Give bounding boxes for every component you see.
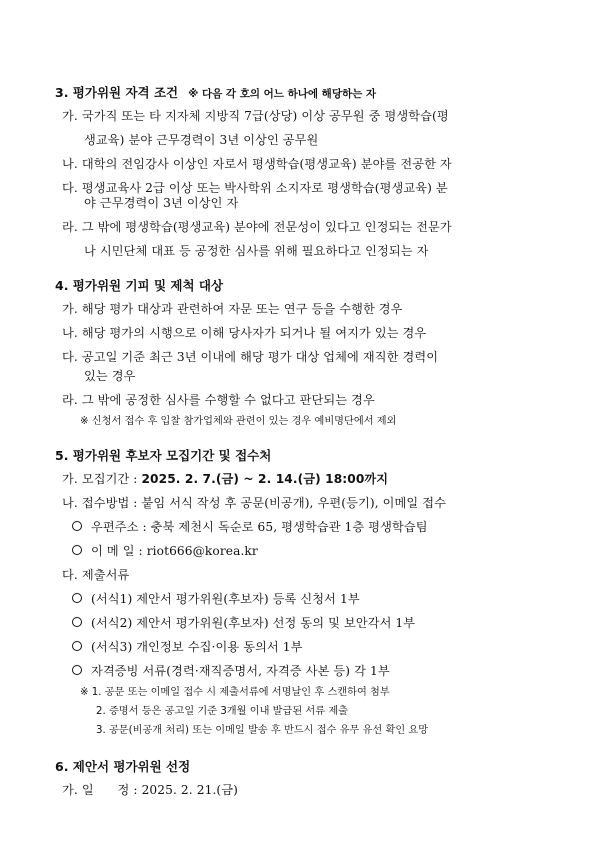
- s4-note: ※ 신청서 접수 후 입찰 참가업체와 관련이 있는 경우 예비명단에서 제외: [80, 416, 397, 427]
- circle-bullet-icon: [72, 617, 82, 627]
- s3-item-ra-line1: 라. 그 밖에 평생학습(평생교육) 분야에 전문성이 있다고 인정되는 전문가: [62, 220, 452, 234]
- s3-item-ra-line2: 나 시민단체 대표 등 공정한 심사를 위해 필요하다고 인정되는 자: [84, 244, 429, 258]
- circle-bullet-icon: [72, 593, 82, 603]
- section-3-heading: 3. 평가위원 자격 조건: [55, 85, 179, 100]
- s5-doc-2: [72, 614, 415, 631]
- s5-item-ga: [62, 470, 388, 487]
- s5-item-da: 다. 제출서류: [62, 568, 130, 582]
- s5-doc-text: 자격증빙 서류(경력·재직증명서, 자격증 사본 등) 각 1부: [91, 664, 390, 678]
- circle-bullet-icon: [72, 521, 82, 531]
- s4-item-na: 나. 해당 평가의 시행으로 이해 당사자가 되거나 될 여지가 있는 경우: [62, 326, 427, 340]
- circle-bullet-icon: [72, 545, 82, 555]
- s5-doc-text: (서식3) 개인정보 수집·이용 동의서 1부: [91, 640, 303, 654]
- s4-item-ga: 가. 해당 평가 대상과 관련하여 자문 또는 연구 등을 수행한 경우: [62, 302, 403, 316]
- s5-note-1: ※ 1. 공문 또는 이메일 접수 시 제출서류에 서명날인 후 스캔하여 첨부: [80, 687, 390, 698]
- s3-item-na: 나. 대학의 전임강사 이상인 자로서 평생학습(평생교육) 분야를 전공한 자: [62, 157, 452, 171]
- section-6-title: 6. 제안서 평가위원 선정: [55, 759, 191, 774]
- s5-note-3: 3. 공문(비공개 처리) 또는 이메일 발송 후 반드시 접수 유무 유선 확인 요망: [96, 725, 429, 736]
- s4-item-da-line2: 있는 경우: [84, 369, 136, 383]
- s5-item-na: 나. 접수방법 : 붙임 서식 작성 후 공문(비공개), 우편(등기), 이메일 접수: [62, 496, 446, 510]
- s5-email-text: 이 메 일 : riot666@korea.kr: [91, 544, 258, 558]
- section-4-title: 4. 평가위원 기피 및 제척 대상: [55, 278, 224, 293]
- s3-item-da-line1: 다. 평생교육사 2급 이상 또는 박사학위 소지자로 평생학습(평생교육) 분: [62, 181, 448, 195]
- s5-post-text: 우편주소 : 충북 제천시 독순로 65, 평생학습관 1층 평생학습팀: [91, 520, 428, 534]
- s3-item-da-line2: 야 근무경력이 3년 이상인 자: [84, 196, 239, 210]
- section-3-title: [55, 83, 376, 101]
- section-5-title: 5. 평가위원 후보자 모집기간 및 접수처: [55, 448, 272, 463]
- s5-note-2: 2. 증명서 등은 공고일 기준 3개월 이내 발급된 서류 제출: [96, 706, 349, 717]
- s5-doc-3: [72, 638, 303, 655]
- s4-item-ra: 라. 그 밖에 공정한 심사를 수행할 수 없다고 판단되는 경우: [62, 393, 375, 407]
- circle-bullet-icon: [72, 641, 82, 651]
- circle-bullet-icon: [72, 665, 82, 675]
- s6-item-ga: 가. 일 정 : 2025. 2. 21.(금): [62, 783, 238, 797]
- s3-item-ga-line1: 가. 국가직 또는 타 지자체 지방직 7급(상당) 이상 공무원 중 평생학습(평: [62, 109, 449, 123]
- s3-item-ga-line2: 생교육) 분야 근무경력이 3년 이상인 공무원: [84, 133, 319, 147]
- s5-period-label: 가. 모집기간 :: [62, 472, 142, 486]
- s5-doc-text: (서식2) 제안서 평가위원(후보자) 선정 동의 및 보안각서 1부: [91, 616, 416, 630]
- s5-doc-1: [72, 590, 360, 607]
- section-3-note: ※ 다음 각 호의 어느 하나에 해당하는 자: [188, 88, 377, 100]
- s5-doc-4: [72, 662, 390, 679]
- s4-item-da-line1: 다. 공고일 기준 최근 3년 이내에 해당 평가 대상 업체에 재직한 경력이: [62, 350, 439, 364]
- s5-email: [72, 542, 258, 559]
- s5-doc-text: (서식1) 제안서 평가위원(후보자) 등록 신청서 1부: [91, 592, 360, 606]
- s5-period-value: 2025. 2. 7.(금) ~ 2. 14.(금) 18:00까지: [141, 472, 389, 486]
- s5-post-address: [72, 518, 428, 535]
